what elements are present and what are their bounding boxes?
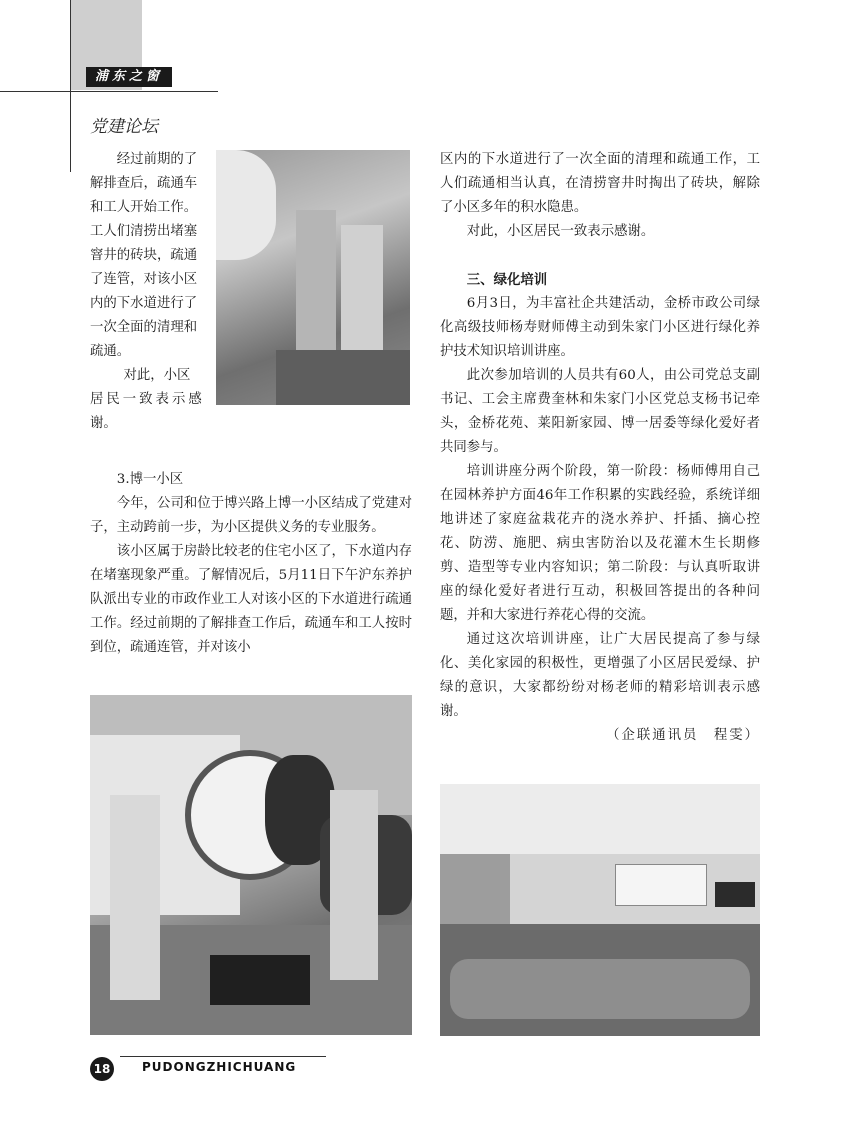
paragraph: 通过这次培训讲座，让广大居民提高了参与绿化、美化家园的积极性，更增强了小区居民爱绿、护绿的意识，大家都纷纷对杨老师的精彩培训表示感谢。 — [440, 632, 760, 719]
text-line: 疏通。 — [90, 344, 131, 359]
text-line: 谢。 — [90, 416, 117, 431]
subheading-boyi: 3.博一小区 — [116, 472, 184, 487]
paragraph: 6月3日，为丰富社企共建活动，金桥市政公司绿化高级技师杨寿财师傅主动到朱家门小区进行绿化养护技术知识培训讲座。 — [440, 296, 760, 359]
spacer — [440, 244, 760, 268]
left-column-bottom-text — [90, 468, 412, 660]
text-line: 对此，小区 — [123, 368, 191, 383]
photo-training-lecture — [440, 784, 760, 1036]
section-title: 党建论坛 — [90, 117, 158, 137]
text-line: 内的下水道进行了 — [90, 296, 198, 311]
text-line: 了连管，对该小区 — [90, 272, 198, 287]
text-line: 窨井的砖块，疏通 — [90, 248, 198, 263]
text-line: 工人们清捞出堵塞 — [90, 224, 198, 239]
paragraph: 今年，公司和位于博兴路上博一小区结成了党建对子，主动跨前一步，为小区提供义务的专业服务。 — [90, 496, 412, 535]
paragraph: 此次参加培训的人员共有60人，由公司党总支副书记、工会主席费奎林和朱家门小区党总支杨书记牵头，金桥花苑、莱阳新家园、博一居委等绿化爱好者共同参与。 — [440, 368, 760, 455]
header-horizontal-rule — [0, 91, 218, 92]
paragraph: 对此，小区居民一致表示感谢。 — [466, 224, 655, 239]
header-vertical-rule — [70, 0, 71, 172]
page-number: 18 — [90, 1057, 114, 1081]
paragraph: 区内的下水道进行了一次全面的清理和疏通工作，工人们疏通相当认真，在清捞窨井时掏出了砖块，解除了小区多年的积水隐患。 — [440, 152, 760, 215]
paragraph: 该小区属于房龄比较老的住宅小区了，下水道内存在堵塞现象严重。了解情况后，5月11日下午沪东养护队派出专业的市政作业工人对该小区的下水道进行疏通工作。经过前期的了解排查工作后，疏通车和工人按时到位，疏通连管，并对该小 — [90, 544, 412, 655]
magazine-name: PUDONGZHICHUANG — [142, 1060, 297, 1074]
photo-workers-clearing-manhole — [216, 150, 410, 405]
text-line: 解排查后，疏通车 — [90, 176, 198, 191]
text-line: 经过前期的了 — [116, 152, 198, 167]
magazine-logo: 浦东之窗 — [86, 67, 172, 87]
text-line: 和工人开始工作。 — [90, 200, 198, 215]
heading-greening-training: 三、绿化培训 — [466, 272, 548, 288]
paragraph: 培训讲座分两个阶段，第一阶段：杨师傅用自己在园林养护方面46年工作积累的实践经验，系统详细地讲述了家庭盆栽花卉的浇水养护、扦插、摘心控花、防涝、施肥、病虫害防治以及花灌木生长期修剪、造型等专业内容知识；第二阶段：与认真听取讲座的绿化爱好者进行互动，积极回答提出的各种问题，并和大家进行养花心得的交流。 — [440, 464, 760, 623]
text-line: 一次全面的清理和 — [90, 320, 198, 335]
text-line: 居民一致表示感 — [90, 392, 205, 407]
right-column-text — [440, 148, 760, 748]
author-credit: （企联通讯员 程雯） — [606, 728, 760, 743]
left-column-top-text — [90, 148, 210, 436]
photo-sewer-truck-hose-reel — [90, 695, 412, 1035]
footer-rule — [120, 1056, 326, 1057]
